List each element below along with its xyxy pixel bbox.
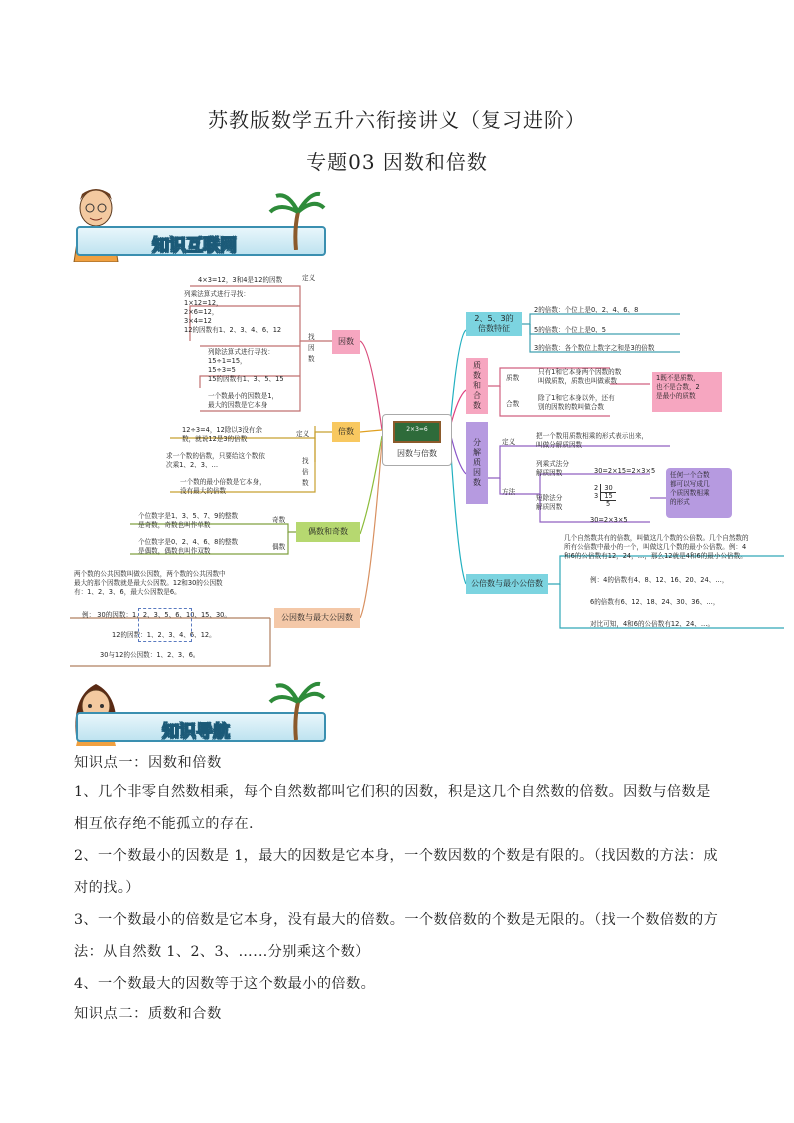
odd-label: 奇数 [272, 516, 286, 524]
gcf-example-2: 12的因数：1、2、3、4、6、12。 [112, 631, 216, 639]
lcm-example-2: 6的倍数有6、12、18、24、30、36、…， [590, 598, 720, 606]
prime-text: 只有1和它本身两个因数的数 叫做质数，质数也叫做素数 [538, 368, 622, 385]
lcm-text: 几个自然数共有的倍数，叫做这几个数的公倍数。几个自然数的 所有公倍数中最小的一个，叫做这几个数的最小公倍数。例：4 和6的公倍数有12，24，…，那么12就是4和6的最小公倍数。 [564, 534, 749, 560]
node-prime-composite: 质 数 和 合 数 [466, 358, 488, 414]
document-title: 苏教版数学五升六衔接讲义（复习进阶） [208, 108, 586, 132]
node-divisibility: 2、5、3的 倍数特征 [466, 312, 522, 336]
factorize-m2-label: 短除法分 解质因数 [536, 494, 563, 511]
prime-note: 1既不是质数， 也不是合数，2 是最小的质数 [652, 372, 722, 412]
document-subtitle: 专题03 因数和倍数 [306, 150, 488, 174]
factorize-note: 任何一个合数 都可以写成几 个质因数相乘 的形式 [666, 468, 732, 518]
factor-def-label: 定义 [302, 274, 316, 282]
factorize-method-label: 方法 [502, 488, 516, 496]
palm-tree-icon [266, 190, 326, 250]
knowledge-point-2-title: 知识点二：质数和合数 [74, 1006, 222, 1022]
factorize-def-label: 定义 [502, 438, 516, 446]
prime-label: 质数 [506, 374, 520, 382]
divis-item-2: 2的倍数：个位上是0、2、4、6、8 [534, 306, 639, 314]
multiple-note: 一个数的最小倍数是它本身， 没有最大的倍数 [180, 478, 266, 495]
multiple-def-label: 定义 [296, 430, 310, 438]
banner-knowledge-navigation [66, 676, 328, 746]
factor-find-label: 找 因 数 [308, 333, 315, 363]
palm-tree-icon [266, 680, 326, 740]
factorize-m1-label: 列乘式法分 解质因数 [536, 460, 569, 477]
divis-item-5: 5的倍数：个位上是0、5 [534, 326, 606, 334]
short-division: 2 30 3 15 5 [594, 484, 624, 508]
gcf-highlight-box [138, 608, 192, 642]
paragraph-3: 3、一个数最小的倍数是它本身，没有最大的倍数。一个数倍数的个数是无限的。（找一个数倍数的方法：从自然数 1、2、3、……分别乘这个数） [74, 912, 719, 960]
node-gcf: 公因数与最大公因数 [274, 608, 360, 628]
gcf-example-1: 例： 30的因数：1、2、3、5、6、10、15、30。 [82, 611, 231, 619]
lcm-example-1: 例：4的倍数有4、8、12、16、20、24、…， [590, 576, 729, 584]
mind-map [70, 266, 784, 670]
composite-text: 除了1和它本身以外，还有 别的因数的数叫做合数 [538, 394, 615, 411]
chalkboard-icon: 2×3=6 [393, 421, 441, 443]
even-text: 个位数字是0、2、4、6、8的整数 是偶数，偶数也叫作双数 [138, 538, 239, 555]
factor-def-text: 4×3=12，3和4是12的因数 [198, 276, 283, 284]
banner-label: 知识互联网 [152, 236, 237, 256]
center-label: 因数与倍数 [397, 449, 437, 458]
node-factorize: 分 解 质 因 数 [466, 422, 488, 504]
paragraph-1: 1、几个非零自然数相乘，每个自然数都叫它们积的因数，积是这几个自然数的倍数。因数与倍数是相互依存绝不能孤立的存在. [74, 784, 711, 832]
node-lcm: 公倍数与最小公倍数 [466, 574, 548, 594]
node-factor: 因数 [332, 330, 360, 354]
banner-knowledge-network [66, 180, 328, 262]
center-node [382, 414, 452, 466]
factor-note: 一个数最小的因数是1， 最大的因数是它本身 [208, 392, 279, 409]
factorize-def-text: 把一个数用质数相乘的形式表示出来， 叫做分解质因数 [536, 432, 649, 449]
factor-list-a: 列乘法算式进行寻找： 1×12=12， 2×6=12， 3×4=12 12的因数有1、2、3、4、6、12 [184, 290, 282, 334]
lcm-example-3: 对比可知，4和6的公倍数有12、24、…。 [590, 620, 715, 628]
knowledge-point-1-title: 知识点一：因数和倍数 [74, 755, 222, 771]
divis-item-3: 3的倍数：各个数位上数字之和是3的倍数 [534, 344, 655, 352]
banner-label: 知识导航 [162, 722, 230, 742]
paragraph-2: 2、一个数最小的因数是 1，最大的因数是它本身，一个数因数的个数是有限的。（找因数的方法：成对的找。） [74, 848, 718, 896]
node-odd-even: 偶数和奇数 [296, 522, 360, 542]
multiple-find-label: 找 倍 数 [302, 457, 309, 487]
multiple-find-text: 求一个数的倍数，只要给这个数依 次乘1、2、3、… [166, 452, 265, 469]
factorize-m1-eq: 30=2×15=2×3×5 [594, 467, 656, 475]
gcf-text: 两个数的公共因数叫做公因数，两个数的公共因数中 最大的那个因数就是最大公因数。12和30的公因数 有：1、2、3、6，最大公因数是6。 [74, 570, 226, 596]
paragraph-4: 4、一个数最大的因数等于这个数最小的倍数。 [74, 976, 376, 992]
multiple-def-text: 12÷3=4，12除以3没有余 数，就说12是3的倍数 [182, 426, 262, 443]
factor-list-b: 列除法算式进行寻找： 15÷1=15， 15÷3=5 15的因数有1、3、5、15 [208, 348, 284, 383]
odd-text: 个位数字是1、3、5、7、9的整数 是奇数，奇数也叫作单数 [138, 512, 239, 529]
composite-label: 合数 [506, 400, 520, 408]
even-label: 偶数 [272, 543, 286, 551]
node-multiple: 倍数 [332, 422, 360, 442]
factorize-m2-eq: 30=2×3×5 [590, 516, 628, 524]
gcf-example-3: 30与12的公因数：1、2、3、6。 [100, 651, 200, 659]
